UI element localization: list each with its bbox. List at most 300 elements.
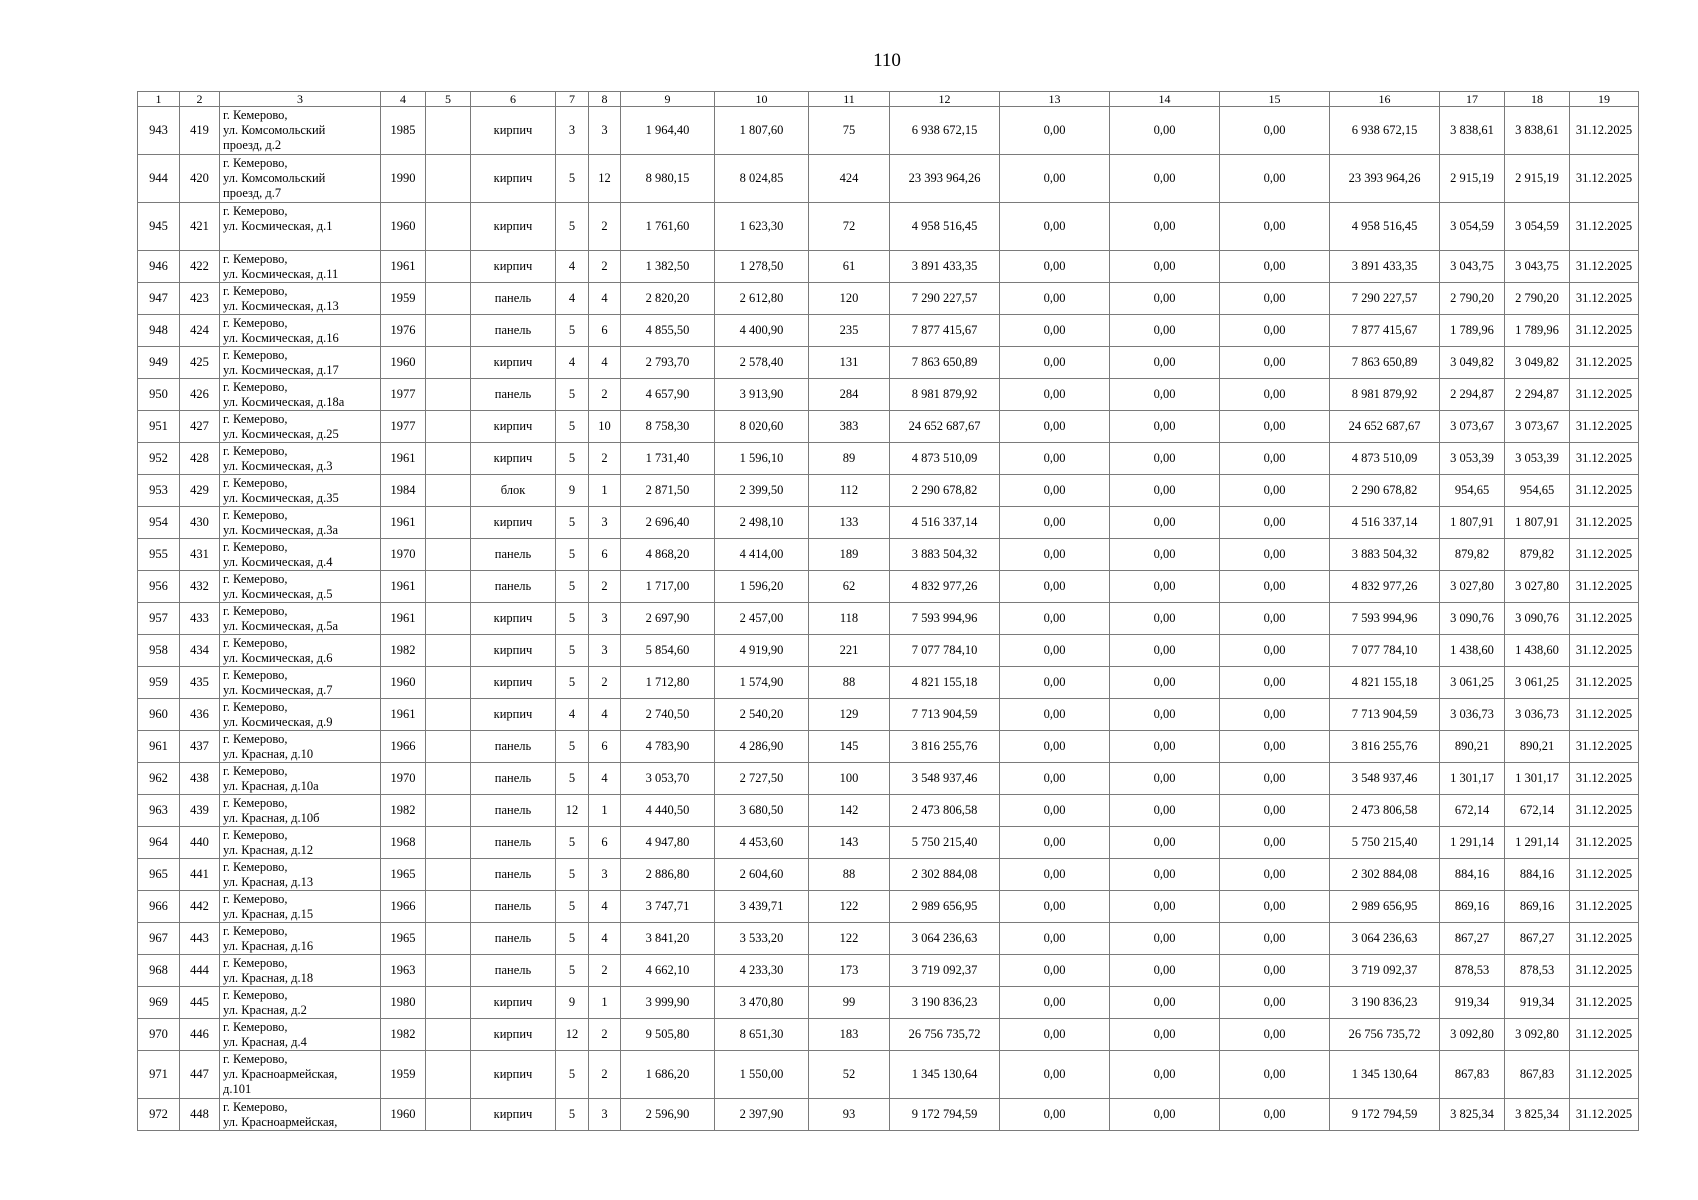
table-row	[138, 923, 1639, 955]
page-number: 110	[873, 50, 901, 71]
cell-wall-material: кирпич	[471, 635, 556, 667]
cell-residents: 142	[809, 795, 890, 827]
cell-living-area: 1 623,30	[715, 203, 809, 251]
address-line: г. Кемерово,	[223, 635, 288, 650]
cell-building-number: 426	[180, 379, 220, 411]
column-number-2: 2	[180, 92, 220, 107]
cell-entrances: 4	[589, 763, 621, 795]
cell-address	[220, 603, 381, 635]
cell-cost-total: 7 077 784,10	[890, 635, 1000, 667]
cell-cost-14: 0,00	[1110, 699, 1220, 731]
table-row	[138, 1051, 1639, 1099]
cell-entrances: 2	[589, 571, 621, 603]
cell-deadline-date: 31.12.2025	[1570, 475, 1639, 507]
cell-specific-cost-17: 3 073,67	[1440, 411, 1505, 443]
cell-year-built: 1984	[381, 475, 426, 507]
cell-address	[220, 1099, 381, 1131]
cell-cost-15: 0,00	[1220, 379, 1330, 411]
cell-total-area: 9 505,80	[621, 1019, 715, 1051]
table-row	[138, 443, 1639, 475]
cell-residents: 52	[809, 1051, 890, 1099]
cell-cost-14: 0,00	[1110, 891, 1220, 923]
cell-specific-cost-18: 3 073,67	[1505, 411, 1570, 443]
cell-entrances: 10	[589, 411, 621, 443]
cell-specific-cost-18: 919,34	[1505, 987, 1570, 1019]
cell-cost-13: 0,00	[1000, 987, 1110, 1019]
cell-cost-13: 0,00	[1000, 635, 1110, 667]
cell-cost-14: 0,00	[1110, 859, 1220, 891]
cell-cost-13: 0,00	[1000, 795, 1110, 827]
cell-cost-14: 0,00	[1110, 667, 1220, 699]
cell-cost-14: 0,00	[1110, 539, 1220, 571]
cell-deadline-date: 31.12.2025	[1570, 635, 1639, 667]
cell-column-5	[426, 443, 471, 475]
cell-cost-13: 0,00	[1000, 923, 1110, 955]
cell-deadline-date: 31.12.2025	[1570, 699, 1639, 731]
cell-record-number: 963	[138, 795, 180, 827]
cell-specific-cost-18: 867,83	[1505, 1051, 1570, 1099]
cell-cost-13: 0,00	[1000, 411, 1110, 443]
table-row	[138, 987, 1639, 1019]
cell-floors: 4	[556, 347, 589, 379]
cell-total-area: 3 747,71	[621, 891, 715, 923]
cell-cost-13: 0,00	[1000, 107, 1110, 155]
cell-cost-16: 2 302 884,08	[1330, 859, 1440, 891]
cell-cost-16: 7 290 227,57	[1330, 283, 1440, 315]
address-line: ул. Космическая, д.7	[223, 682, 333, 697]
cell-cost-16: 7 713 904,59	[1330, 699, 1440, 731]
cell-column-5	[426, 315, 471, 347]
cell-building-number: 447	[180, 1051, 220, 1099]
cell-living-area: 2 397,90	[715, 1099, 809, 1131]
cell-record-number: 956	[138, 571, 180, 603]
cell-living-area: 4 414,00	[715, 539, 809, 571]
cell-entrances: 3	[589, 603, 621, 635]
cell-residents: 133	[809, 507, 890, 539]
cell-residents: 183	[809, 1019, 890, 1051]
address-line: ул. Космическая, д.6	[223, 650, 333, 665]
cell-wall-material: панель	[471, 891, 556, 923]
cell-cost-14: 0,00	[1110, 571, 1220, 603]
cell-floors: 3	[556, 107, 589, 155]
cell-cost-total: 7 863 650,89	[890, 347, 1000, 379]
address-line: г. Кемерово,	[223, 475, 288, 490]
cell-entrances: 4	[589, 891, 621, 923]
table-row	[138, 635, 1639, 667]
table-row	[138, 379, 1639, 411]
cell-year-built: 1961	[381, 603, 426, 635]
cell-cost-16: 7 863 650,89	[1330, 347, 1440, 379]
cell-cost-15: 0,00	[1220, 1019, 1330, 1051]
cell-cost-13: 0,00	[1000, 699, 1110, 731]
address-line: г. Кемерово,	[223, 667, 288, 682]
cell-wall-material: панель	[471, 379, 556, 411]
cell-record-number: 951	[138, 411, 180, 443]
table-row	[138, 763, 1639, 795]
column-number-6: 6	[471, 92, 556, 107]
cell-building-number: 446	[180, 1019, 220, 1051]
cell-total-area: 4 868,20	[621, 539, 715, 571]
cell-record-number: 969	[138, 987, 180, 1019]
address-line: г. Кемерово,	[223, 108, 288, 122]
table-row	[138, 731, 1639, 763]
cell-floors: 4	[556, 283, 589, 315]
cell-cost-15: 0,00	[1220, 763, 1330, 795]
cell-cost-13: 0,00	[1000, 571, 1110, 603]
address-line: г. Кемерово,	[223, 315, 288, 330]
column-number-15: 15	[1220, 92, 1330, 107]
cell-specific-cost-17: 1 301,17	[1440, 763, 1505, 795]
cell-residents: 75	[809, 107, 890, 155]
cell-specific-cost-17: 3 092,80	[1440, 1019, 1505, 1051]
cell-cost-13: 0,00	[1000, 763, 1110, 795]
address-line: ул. Космическая, д.18а	[223, 394, 345, 409]
cell-specific-cost-17: 869,16	[1440, 891, 1505, 923]
address-line: ул. Космическая, д.9	[223, 714, 333, 729]
cell-year-built: 1961	[381, 443, 426, 475]
cell-entrances: 4	[589, 923, 621, 955]
cell-specific-cost-17: 867,27	[1440, 923, 1505, 955]
cell-wall-material: панель	[471, 955, 556, 987]
address-line: ул. Красноармейская,	[223, 1067, 338, 1081]
cell-deadline-date: 31.12.2025	[1570, 315, 1639, 347]
cell-column-5	[426, 891, 471, 923]
cell-total-area: 2 820,20	[621, 283, 715, 315]
cell-wall-material: кирпич	[471, 507, 556, 539]
cell-deadline-date: 31.12.2025	[1570, 667, 1639, 699]
cell-cost-13: 0,00	[1000, 155, 1110, 203]
cell-column-5	[426, 955, 471, 987]
cell-address	[220, 1019, 381, 1051]
cell-wall-material: кирпич	[471, 1051, 556, 1099]
address-line: ул. Комсомольский	[223, 123, 326, 137]
column-number-18: 18	[1505, 92, 1570, 107]
table-row	[138, 667, 1639, 699]
cell-entrances: 6	[589, 539, 621, 571]
cell-column-5	[426, 603, 471, 635]
cell-entrances: 2	[589, 1019, 621, 1051]
cell-column-5	[426, 923, 471, 955]
cell-specific-cost-17: 1 291,14	[1440, 827, 1505, 859]
cell-living-area: 3 533,20	[715, 923, 809, 955]
column-number-row	[138, 92, 1639, 107]
cell-building-number: 428	[180, 443, 220, 475]
cell-column-5	[426, 795, 471, 827]
cell-record-number: 949	[138, 347, 180, 379]
cell-total-area: 2 886,80	[621, 859, 715, 891]
address-line: г. Кемерово,	[223, 539, 288, 554]
cell-residents: 221	[809, 635, 890, 667]
cell-cost-13: 0,00	[1000, 347, 1110, 379]
cell-living-area: 2 578,40	[715, 347, 809, 379]
cell-living-area: 2 604,60	[715, 859, 809, 891]
cell-specific-cost-17: 2 915,19	[1440, 155, 1505, 203]
address-line: ул. Космическая, д.16	[223, 330, 339, 345]
cell-record-number: 957	[138, 603, 180, 635]
address-line: проезд, д.7	[223, 186, 282, 200]
cell-deadline-date: 31.12.2025	[1570, 1099, 1639, 1131]
cell-residents: 93	[809, 1099, 890, 1131]
cell-year-built: 1965	[381, 859, 426, 891]
cell-column-5	[426, 1099, 471, 1131]
address-line: г. Кемерово,	[223, 923, 288, 938]
cell-record-number: 968	[138, 955, 180, 987]
cell-building-number: 434	[180, 635, 220, 667]
cell-year-built: 1990	[381, 155, 426, 203]
cell-total-area: 4 662,10	[621, 955, 715, 987]
address-line: ул. Красная, д.13	[223, 874, 314, 889]
cell-cost-14: 0,00	[1110, 475, 1220, 507]
cell-column-5	[426, 411, 471, 443]
cell-record-number: 971	[138, 1051, 180, 1099]
cell-cost-total: 1 345 130,64	[890, 1051, 1000, 1099]
cell-cost-total: 3 719 092,37	[890, 955, 1000, 987]
cell-total-area: 4 440,50	[621, 795, 715, 827]
cell-year-built: 1985	[381, 107, 426, 155]
cell-address	[220, 795, 381, 827]
cell-residents: 112	[809, 475, 890, 507]
cell-column-5	[426, 155, 471, 203]
address-line: г. Кемерово,	[223, 987, 288, 1002]
cell-wall-material: кирпич	[471, 667, 556, 699]
cell-specific-cost-17: 3 061,25	[1440, 667, 1505, 699]
cell-specific-cost-18: 3 092,80	[1505, 1019, 1570, 1051]
cell-cost-14: 0,00	[1110, 827, 1220, 859]
cell-specific-cost-18: 3 838,61	[1505, 107, 1570, 155]
cell-cost-16: 1 345 130,64	[1330, 1051, 1440, 1099]
cell-residents: 129	[809, 699, 890, 731]
cell-entrances: 2	[589, 443, 621, 475]
address-line: г. Кемерово,	[223, 251, 288, 266]
cell-deadline-date: 31.12.2025	[1570, 347, 1639, 379]
cell-cost-total: 5 750 215,40	[890, 827, 1000, 859]
cell-building-number: 436	[180, 699, 220, 731]
cell-deadline-date: 31.12.2025	[1570, 955, 1639, 987]
cell-building-number: 435	[180, 667, 220, 699]
cell-entrances: 2	[589, 955, 621, 987]
cell-wall-material: блок	[471, 475, 556, 507]
cell-cost-total: 3 891 433,35	[890, 251, 1000, 283]
cell-floors: 5	[556, 539, 589, 571]
table-row	[138, 891, 1639, 923]
cell-total-area: 1 717,00	[621, 571, 715, 603]
cell-entrances: 6	[589, 827, 621, 859]
cell-building-number: 427	[180, 411, 220, 443]
cell-specific-cost-17: 1 789,96	[1440, 315, 1505, 347]
cell-entrances: 12	[589, 155, 621, 203]
cell-address	[220, 859, 381, 891]
cell-deadline-date: 31.12.2025	[1570, 891, 1639, 923]
cell-cost-14: 0,00	[1110, 315, 1220, 347]
cell-entrances: 1	[589, 987, 621, 1019]
cell-record-number: 972	[138, 1099, 180, 1131]
cell-cost-15: 0,00	[1220, 1099, 1330, 1131]
cell-cost-14: 0,00	[1110, 507, 1220, 539]
cell-cost-15: 0,00	[1220, 251, 1330, 283]
cell-entrances: 4	[589, 283, 621, 315]
cell-building-number: 432	[180, 571, 220, 603]
cell-building-number: 438	[180, 763, 220, 795]
cell-specific-cost-17: 672,14	[1440, 795, 1505, 827]
table-row	[138, 955, 1639, 987]
table-row	[138, 827, 1639, 859]
cell-entrances: 6	[589, 731, 621, 763]
address-line: ул. Красная, д.16	[223, 938, 314, 953]
cell-residents: 89	[809, 443, 890, 475]
cell-address	[220, 699, 381, 731]
cell-cost-14: 0,00	[1110, 923, 1220, 955]
cell-cost-16: 3 883 504,32	[1330, 539, 1440, 571]
address-line: ул. Красная, д.10а	[223, 778, 319, 793]
cell-specific-cost-18: 869,16	[1505, 891, 1570, 923]
cell-column-5	[426, 539, 471, 571]
cell-cost-16: 3 064 236,63	[1330, 923, 1440, 955]
cell-record-number: 955	[138, 539, 180, 571]
cell-cost-15: 0,00	[1220, 411, 1330, 443]
cell-cost-13: 0,00	[1000, 827, 1110, 859]
cell-entrances: 2	[589, 379, 621, 411]
cell-cost-13: 0,00	[1000, 731, 1110, 763]
cell-address	[220, 411, 381, 443]
cell-wall-material: панель	[471, 283, 556, 315]
cell-cost-14: 0,00	[1110, 379, 1220, 411]
cell-specific-cost-17: 3 049,82	[1440, 347, 1505, 379]
cell-deadline-date: 31.12.2025	[1570, 539, 1639, 571]
cell-floors: 12	[556, 1019, 589, 1051]
cell-cost-16: 24 652 687,67	[1330, 411, 1440, 443]
cell-residents: 118	[809, 603, 890, 635]
cell-wall-material: кирпич	[471, 699, 556, 731]
cell-specific-cost-17: 3 838,61	[1440, 107, 1505, 155]
cell-address	[220, 475, 381, 507]
cell-floors: 12	[556, 795, 589, 827]
cell-column-5	[426, 379, 471, 411]
cell-cost-16: 7 877 415,67	[1330, 315, 1440, 347]
cell-year-built: 1959	[381, 283, 426, 315]
cell-building-number: 429	[180, 475, 220, 507]
cell-total-area: 8 758,30	[621, 411, 715, 443]
cell-cost-total: 3 883 504,32	[890, 539, 1000, 571]
cell-entrances: 1	[589, 795, 621, 827]
cell-residents: 383	[809, 411, 890, 443]
cell-record-number: 962	[138, 763, 180, 795]
cell-building-number: 441	[180, 859, 220, 891]
cell-total-area: 1 712,80	[621, 667, 715, 699]
cell-specific-cost-17: 867,83	[1440, 1051, 1505, 1099]
cell-floors: 5	[556, 315, 589, 347]
column-number-8: 8	[589, 92, 621, 107]
cell-building-number: 424	[180, 315, 220, 347]
cell-residents: 72	[809, 203, 890, 251]
cell-living-area: 4 453,60	[715, 827, 809, 859]
cell-cost-14: 0,00	[1110, 603, 1220, 635]
cell-entrances: 6	[589, 315, 621, 347]
address-line: ул. Космическая, д.17	[223, 362, 339, 377]
cell-cost-14: 0,00	[1110, 411, 1220, 443]
cell-specific-cost-18: 672,14	[1505, 795, 1570, 827]
cell-specific-cost-17: 1 807,91	[1440, 507, 1505, 539]
cell-cost-14: 0,00	[1110, 347, 1220, 379]
cell-specific-cost-18: 1 789,96	[1505, 315, 1570, 347]
cell-living-area: 3 470,80	[715, 987, 809, 1019]
cell-cost-13: 0,00	[1000, 283, 1110, 315]
cell-entrances: 2	[589, 203, 621, 251]
table-row	[138, 347, 1639, 379]
cell-cost-16: 3 891 433,35	[1330, 251, 1440, 283]
cell-specific-cost-17: 3 027,80	[1440, 571, 1505, 603]
cell-cost-15: 0,00	[1220, 539, 1330, 571]
cell-wall-material: панель	[471, 859, 556, 891]
cell-building-number: 443	[180, 923, 220, 955]
cell-floors: 5	[556, 507, 589, 539]
cell-total-area: 1 382,50	[621, 251, 715, 283]
cell-floors: 5	[556, 827, 589, 859]
cell-cost-total: 2 290 678,82	[890, 475, 1000, 507]
cell-floors: 5	[556, 411, 589, 443]
cell-address	[220, 1051, 381, 1099]
cell-record-number: 944	[138, 155, 180, 203]
cell-year-built: 1963	[381, 955, 426, 987]
cell-entrances: 3	[589, 107, 621, 155]
address-line: г. Кемерово,	[223, 731, 288, 746]
cell-cost-13: 0,00	[1000, 1051, 1110, 1099]
cell-specific-cost-18: 3 049,82	[1505, 347, 1570, 379]
cell-specific-cost-17: 919,34	[1440, 987, 1505, 1019]
cell-address	[220, 155, 381, 203]
cell-specific-cost-18: 2 790,20	[1505, 283, 1570, 315]
address-line: ул. Космическая, д.25	[223, 426, 339, 441]
cell-address	[220, 507, 381, 539]
cell-wall-material: кирпич	[471, 155, 556, 203]
cell-wall-material: кирпич	[471, 251, 556, 283]
cell-deadline-date: 31.12.2025	[1570, 923, 1639, 955]
cell-wall-material: кирпич	[471, 1099, 556, 1131]
cell-column-5	[426, 763, 471, 795]
cell-deadline-date: 31.12.2025	[1570, 251, 1639, 283]
cell-cost-total: 2 473 806,58	[890, 795, 1000, 827]
cell-cost-16: 4 832 977,26	[1330, 571, 1440, 603]
cell-cost-15: 0,00	[1220, 475, 1330, 507]
cell-year-built: 1980	[381, 987, 426, 1019]
cell-total-area: 3 999,90	[621, 987, 715, 1019]
cell-floors: 5	[556, 891, 589, 923]
cell-entrances: 3	[589, 635, 621, 667]
cell-cost-15: 0,00	[1220, 827, 1330, 859]
cell-cost-total: 7 877 415,67	[890, 315, 1000, 347]
cell-column-5	[426, 827, 471, 859]
column-number-10: 10	[715, 92, 809, 107]
cell-cost-15: 0,00	[1220, 987, 1330, 1019]
cell-cost-13: 0,00	[1000, 203, 1110, 251]
address-line: г. Кемерово,	[223, 603, 288, 618]
cell-total-area: 2 696,40	[621, 507, 715, 539]
cell-residents: 61	[809, 251, 890, 283]
cell-wall-material: панель	[471, 923, 556, 955]
cell-cost-13: 0,00	[1000, 891, 1110, 923]
cell-living-area: 4 233,30	[715, 955, 809, 987]
cell-entrances: 3	[589, 507, 621, 539]
cell-deadline-date: 31.12.2025	[1570, 859, 1639, 891]
cell-total-area: 4 657,90	[621, 379, 715, 411]
cell-floors: 9	[556, 475, 589, 507]
cell-building-number: 430	[180, 507, 220, 539]
column-number-17: 17	[1440, 92, 1505, 107]
cell-floors: 5	[556, 763, 589, 795]
cell-floors: 5	[556, 1099, 589, 1131]
cell-record-number: 954	[138, 507, 180, 539]
cell-address	[220, 379, 381, 411]
cell-deadline-date: 31.12.2025	[1570, 507, 1639, 539]
